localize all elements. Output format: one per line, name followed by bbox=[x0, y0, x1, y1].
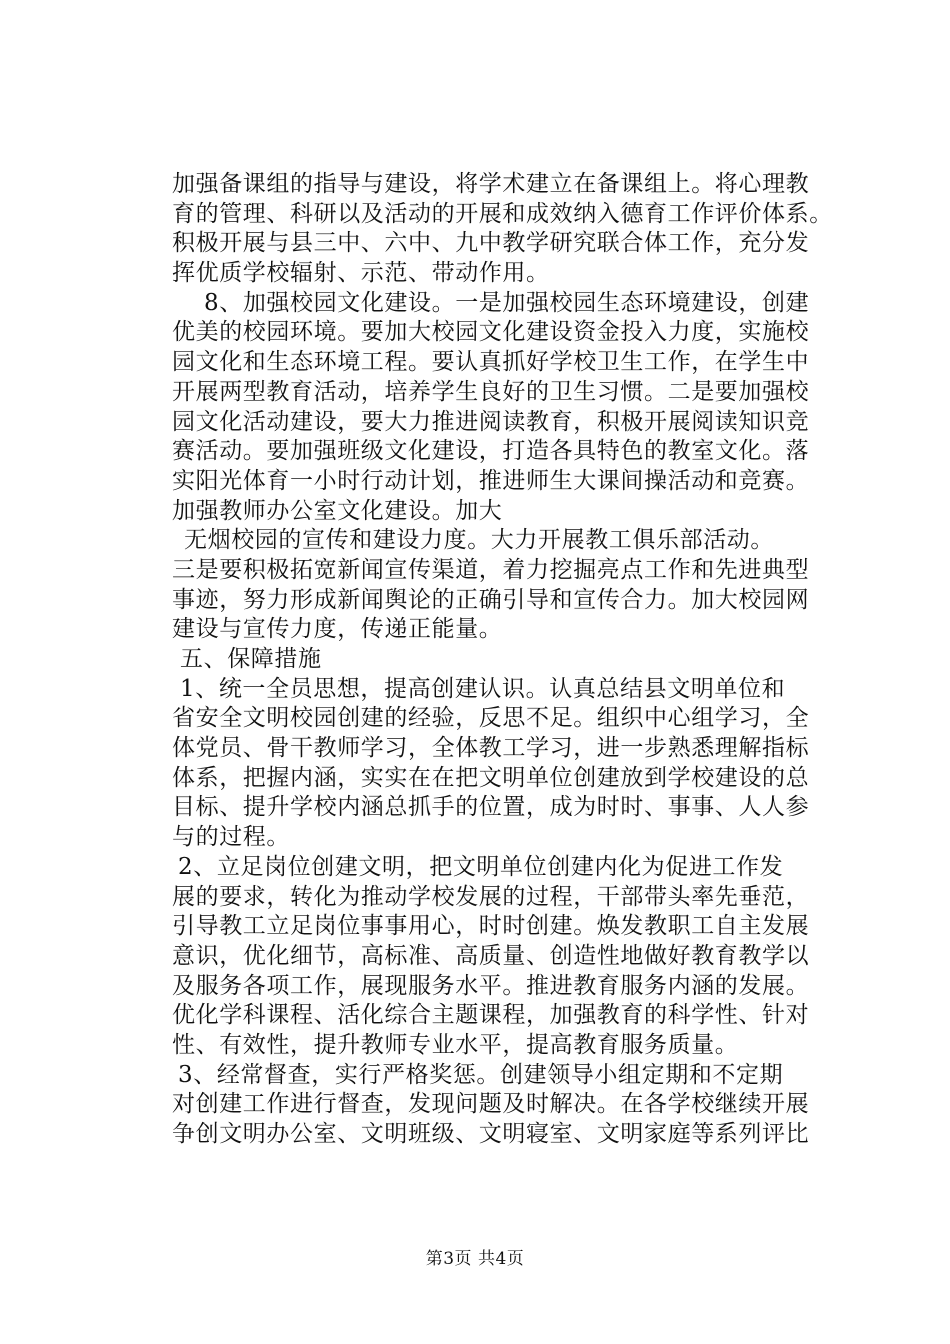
text-line: 展的要求，转化为推动学校发展的过程，干部带头率先垂范， bbox=[172, 883, 810, 910]
text-line: 建设与宣传力度，传递正能量。 bbox=[172, 616, 503, 643]
section-heading: 五、保障措施 bbox=[180, 646, 322, 672]
text-line: 开展两型教育活动，培养学生良好的卫生习惯。二是要加强校 bbox=[172, 378, 810, 405]
text-line: 三是要积极拓宽新闻宣传渠道，着力挖掘亮点工作和先进典型 bbox=[172, 556, 810, 583]
document-body bbox=[172, 170, 842, 1150]
text-line: 对创建工作进行督查，发现问题及时解决。在各学校继续开展 bbox=[172, 1091, 810, 1118]
text-line: 与的过程。 bbox=[172, 824, 290, 851]
text-line: 体系，把握内涵，实实在在把文明单位创建放到学校建设的总 bbox=[172, 764, 810, 791]
text-line: 加强教师办公室文化建设。加大 bbox=[172, 497, 503, 524]
text-line: 赛活动。要加强班级文化建设，打造各具特色的教室文化。落 bbox=[172, 438, 810, 465]
paragraph-first-line: 3、经常督查，实行严格奖惩。创建领导小组定期和不定期 bbox=[178, 1061, 784, 1088]
text-line: 引导教工立足岗位事事用心，时时创建。焕发教职工自主发展 bbox=[172, 913, 810, 940]
text-line: 实阳光体育一小时行动计划，推进师生大课间操活动和竞赛。 bbox=[172, 467, 810, 494]
text-line: 育的管理、科研以及活动的开展和成效纳入德育工作评价体系。 bbox=[172, 200, 833, 227]
text-line: 目标、提升学校内涵总抓手的位置，成为时时、事事、人人参 bbox=[172, 794, 810, 821]
paragraph-first-line: 2、立足岗位创建文明，把文明单位创建内化为促进工作发 bbox=[178, 853, 784, 880]
text-line: 积极开展与县三中、六中、九中教学研究联合体工作，充分发 bbox=[172, 230, 810, 257]
text-line: 性、有效性，提升教师专业水平，提高教育服务质量。 bbox=[172, 1031, 739, 1058]
text-line: 省安全文明校园创建的经验，反思不足。组织中心组学习，全 bbox=[172, 705, 810, 732]
text-line: 事迹，努力形成新闻舆论的正确引导和宣传合力。加大校园网 bbox=[172, 586, 810, 613]
page-footer: 第3页 共4页 bbox=[425, 1249, 525, 1269]
text-line: 园文化活动建设，要大力推进阅读教育，积极开展阅读知识竞 bbox=[172, 408, 810, 435]
text-line: 体党员、骨干教师学习，全体教工学习，进一步熟悉理解指标 bbox=[172, 735, 810, 762]
text-line: 意识，优化细节，高标准、高质量、创造性地做好教育教学以 bbox=[172, 942, 810, 969]
text-line: 园文化和生态环境工程。要认真抓好学校卫生工作，在学生中 bbox=[172, 349, 810, 376]
text-line: 优化学科课程、活化综合主题课程，加强教育的科学性、针对 bbox=[172, 1002, 810, 1029]
text-line: 挥优质学校辐射、示范、带动作用。 bbox=[172, 260, 550, 287]
text-line: 及服务各项工作，展现服务水平。推进教育服务内涵的发展。 bbox=[172, 972, 810, 999]
paragraph-first-line: 8、加强校园文化建设。一是加强校园生态环境建设，创建 bbox=[204, 289, 810, 316]
text-line: 优美的校园环境。要加大校园文化建设资金投入力度，实施校 bbox=[172, 319, 810, 346]
text-line: 争创文明办公室、文明班级、文明寝室、文明家庭等系列评比 bbox=[172, 1121, 810, 1147]
paragraph-first-line: 无烟校园的宣传和建设力度。大力开展教工俱乐部活动。 bbox=[184, 527, 774, 554]
text-line: 加强备课组的指导与建设，将学术建立在备课组上。将心理教 bbox=[172, 171, 810, 197]
paragraph-first-line: 1、统一全员思想，提高创建认识。认真总结县文明单位和 bbox=[180, 675, 786, 702]
